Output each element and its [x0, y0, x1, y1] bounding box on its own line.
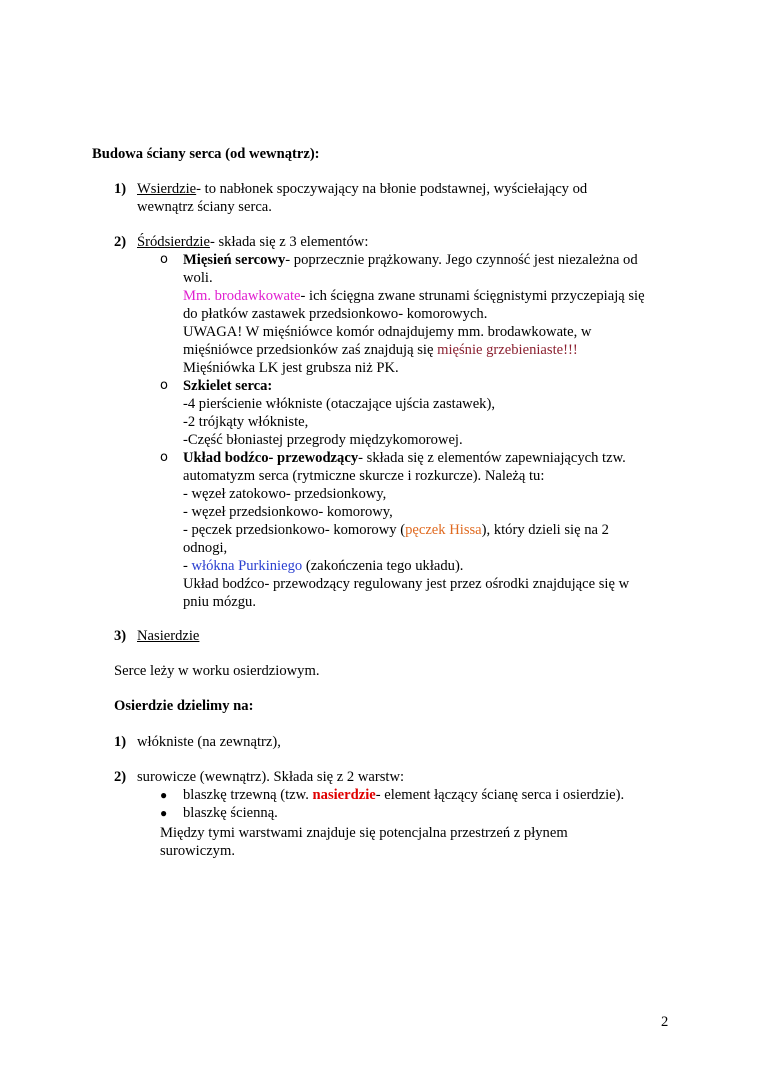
text-line	[183, 251, 638, 269]
text-line: blaszkę ścienną.	[183, 805, 278, 821]
subheading: Układ bodźco- przewodzący	[183, 450, 359, 466]
text-line: pniu mózgu.	[183, 594, 256, 610]
text: - to nabłonek spoczywający na błonie podstawnej, wyściełający od	[196, 181, 588, 197]
list-item	[137, 233, 368, 251]
text-line: wewnątrz ściany serca.	[137, 199, 272, 215]
text: blaszkę trzewną (tzw.	[183, 787, 313, 803]
text-line	[183, 449, 626, 467]
text-line: Mięśniówka LK jest grubsza niż PK.	[183, 360, 399, 376]
highlight-purkiniego: włókna Purkiniego	[191, 558, 303, 574]
highlight-mm: Mm. brodawkowate	[183, 288, 301, 304]
list-number: 1)	[114, 734, 127, 750]
list-item	[137, 180, 587, 198]
bullet-icon: ●	[160, 788, 168, 802]
text-line: włókniste (na zewnątrz),	[137, 734, 281, 750]
text: - element łączący ścianę serca i osierdzie).	[375, 787, 625, 803]
text-line: Układ bodźco- przewodzący regulowany jest przez ośrodki znajdujące się w	[183, 576, 630, 592]
bullet-icon: ●	[160, 806, 168, 820]
text: - poprzecznie prążkowany. Jego czynność jest niezależna od	[285, 252, 638, 268]
text-line: odnogi,	[183, 540, 228, 556]
term-wsierdzie: Wsierdzie	[137, 181, 197, 197]
text-line: UWAGA! W mięśniówce komór odnajdujemy mm. brodawkowate, w	[183, 324, 592, 340]
list-number: 2)	[114, 234, 127, 250]
text: - ich ścięgna zwane strunami ścięgnistymi przyczepiają się	[300, 288, 645, 304]
text: - pęczek przedsionkowo- komorowy (	[183, 522, 406, 538]
text-line: surowicze (wewnątrz). Składa się z 2 warstw:	[137, 769, 405, 785]
text-line: - węzeł zatokowo- przedsionkowy,	[183, 486, 387, 502]
subheading: Szkielet serca:	[183, 378, 273, 394]
bullet-icon: o	[160, 450, 168, 465]
highlight-grzebieniaste: mięśnie grzebieniaste!!!	[437, 342, 578, 358]
list-number: 1)	[114, 181, 127, 197]
bullet-icon: o	[160, 378, 168, 393]
text-line: Między tymi warstwami znajduje się potencjalna przestrzeń z płynem	[160, 825, 568, 841]
text-line: -2 trójkąty włókniste,	[183, 414, 309, 430]
text-line	[183, 521, 609, 539]
text-line: -Część błoniastej przegrody międzykomorowej.	[183, 432, 463, 448]
list-number: 2)	[114, 769, 127, 785]
subheading: Mięsień sercowy	[183, 252, 286, 268]
text-line: woli.	[183, 270, 213, 286]
text-line: Serce leży w worku osierdziowym.	[114, 663, 320, 679]
text-line	[183, 287, 645, 305]
section-title: Osierdzie dzielimy na:	[114, 698, 254, 714]
text: - składa się z 3 elementów:	[209, 234, 369, 250]
term-nasierdzie: Nasierdzie	[137, 628, 200, 644]
highlight-hissa: pęczek Hissa	[405, 522, 482, 538]
text-line: surowiczym.	[160, 843, 235, 859]
page-number: 2	[661, 1014, 669, 1030]
text: - składa się z elementów zapewniających tzw.	[358, 450, 626, 466]
term-srodsierdzie: Śródsierdzie	[137, 234, 210, 250]
page-title: Budowa ściany serca (od wewnątrz):	[92, 146, 320, 162]
list-number: 3)	[114, 628, 127, 644]
highlight-nasierdzie: nasierdzie	[312, 787, 376, 803]
text: mięśniówce przedsionków zaś znajdują się	[183, 342, 438, 358]
text-line	[183, 786, 624, 804]
text-line: - węzeł przedsionkowo- komorowy,	[183, 504, 393, 520]
bullet-icon: o	[160, 252, 168, 267]
text: (zakończenia tego układu).	[302, 558, 464, 574]
text-line: -4 pierścienie włókniste (otaczające ujścia zastawek),	[183, 396, 495, 412]
text-line	[183, 341, 578, 359]
text-line: do płatków zastawek przedsionkowo- komorowych.	[183, 306, 488, 322]
text: ), który dzieli się na 2	[481, 522, 609, 538]
text-line: automatyzm serca (rytmiczne skurcze i rozkurcze). Należą tu:	[183, 468, 545, 484]
text-line	[183, 557, 463, 575]
text: -	[183, 558, 192, 574]
